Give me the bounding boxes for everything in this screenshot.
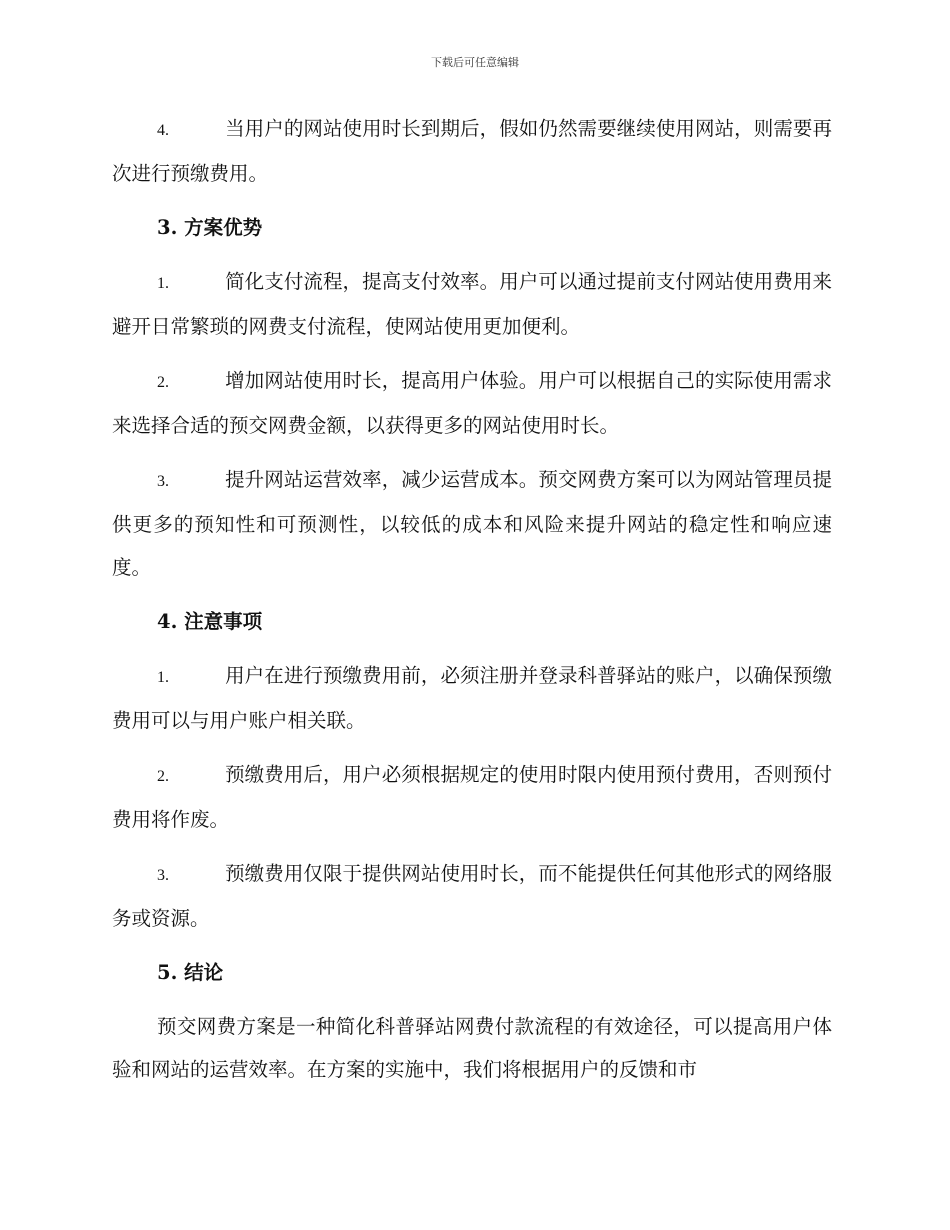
page-header: 下载后可任意编辑 bbox=[431, 56, 519, 69]
list-number: 2. bbox=[157, 374, 169, 391]
list-item bbox=[112, 753, 832, 841]
list-number: 1. bbox=[157, 275, 169, 292]
list-item bbox=[112, 852, 832, 940]
list-item bbox=[112, 654, 832, 742]
list-number: 3. bbox=[157, 867, 169, 884]
section-heading-conclusion: 5. 结论 bbox=[157, 961, 224, 984]
list-number: 4. bbox=[157, 122, 169, 139]
list-number: 3. bbox=[157, 473, 169, 490]
list-number: 2. bbox=[157, 768, 169, 785]
document-body bbox=[112, 107, 832, 1102]
list-item bbox=[112, 107, 832, 195]
list-item-text: 提升网站运营效率，减少运营成本。预交网费方案可以为网站管理员提供更多的预知性和可预测性，以较低的成本和风险来提升网站的稳定性和响应速度。 bbox=[112, 468, 832, 579]
section-heading-notes: 4. 注意事项 bbox=[157, 610, 263, 633]
list-item-text: 简化支付流程，提高支付效率。用户可以通过提前支付网站使用费用来避开日常繁琐的网费支付流程，使网站使用更加便利。 bbox=[112, 270, 832, 338]
list-item bbox=[112, 458, 832, 589]
section-heading-advantages: 3. 方案优势 bbox=[157, 216, 263, 239]
list-item bbox=[112, 260, 832, 348]
list-number: 1. bbox=[157, 669, 169, 686]
conclusion-paragraph: 预交网费方案是一种简化科普驿站网费付款流程的有效途径，可以提高用户体验和网站的运营效率。在方案的实施中，我们将根据用户的反馈和市 bbox=[112, 1015, 832, 1081]
list-item-text: 预缴费用仅限于提供网站使用时长，而不能提供任何其他形式的网络服务或资源。 bbox=[112, 862, 832, 930]
list-item-text: 用户在进行预缴费用前，必须注册并登录科普驿站的账户，以确保预缴费用可以与用户账户相关联。 bbox=[112, 664, 832, 732]
list-item-text: 增加网站使用时长，提高用户体验。用户可以根据自己的实际使用需求来选择合适的预交网费金额，以获得更多的网站使用时长。 bbox=[112, 369, 832, 437]
list-item-text: 当用户的网站使用时长到期后，假如仍然需要继续使用网站，则需要再次进行预缴费用。 bbox=[112, 117, 832, 185]
list-item-text: 预缴费用后，用户必须根据规定的使用时限内使用预付费用，否则预付费用将作废。 bbox=[112, 763, 832, 831]
list-item bbox=[112, 359, 832, 447]
